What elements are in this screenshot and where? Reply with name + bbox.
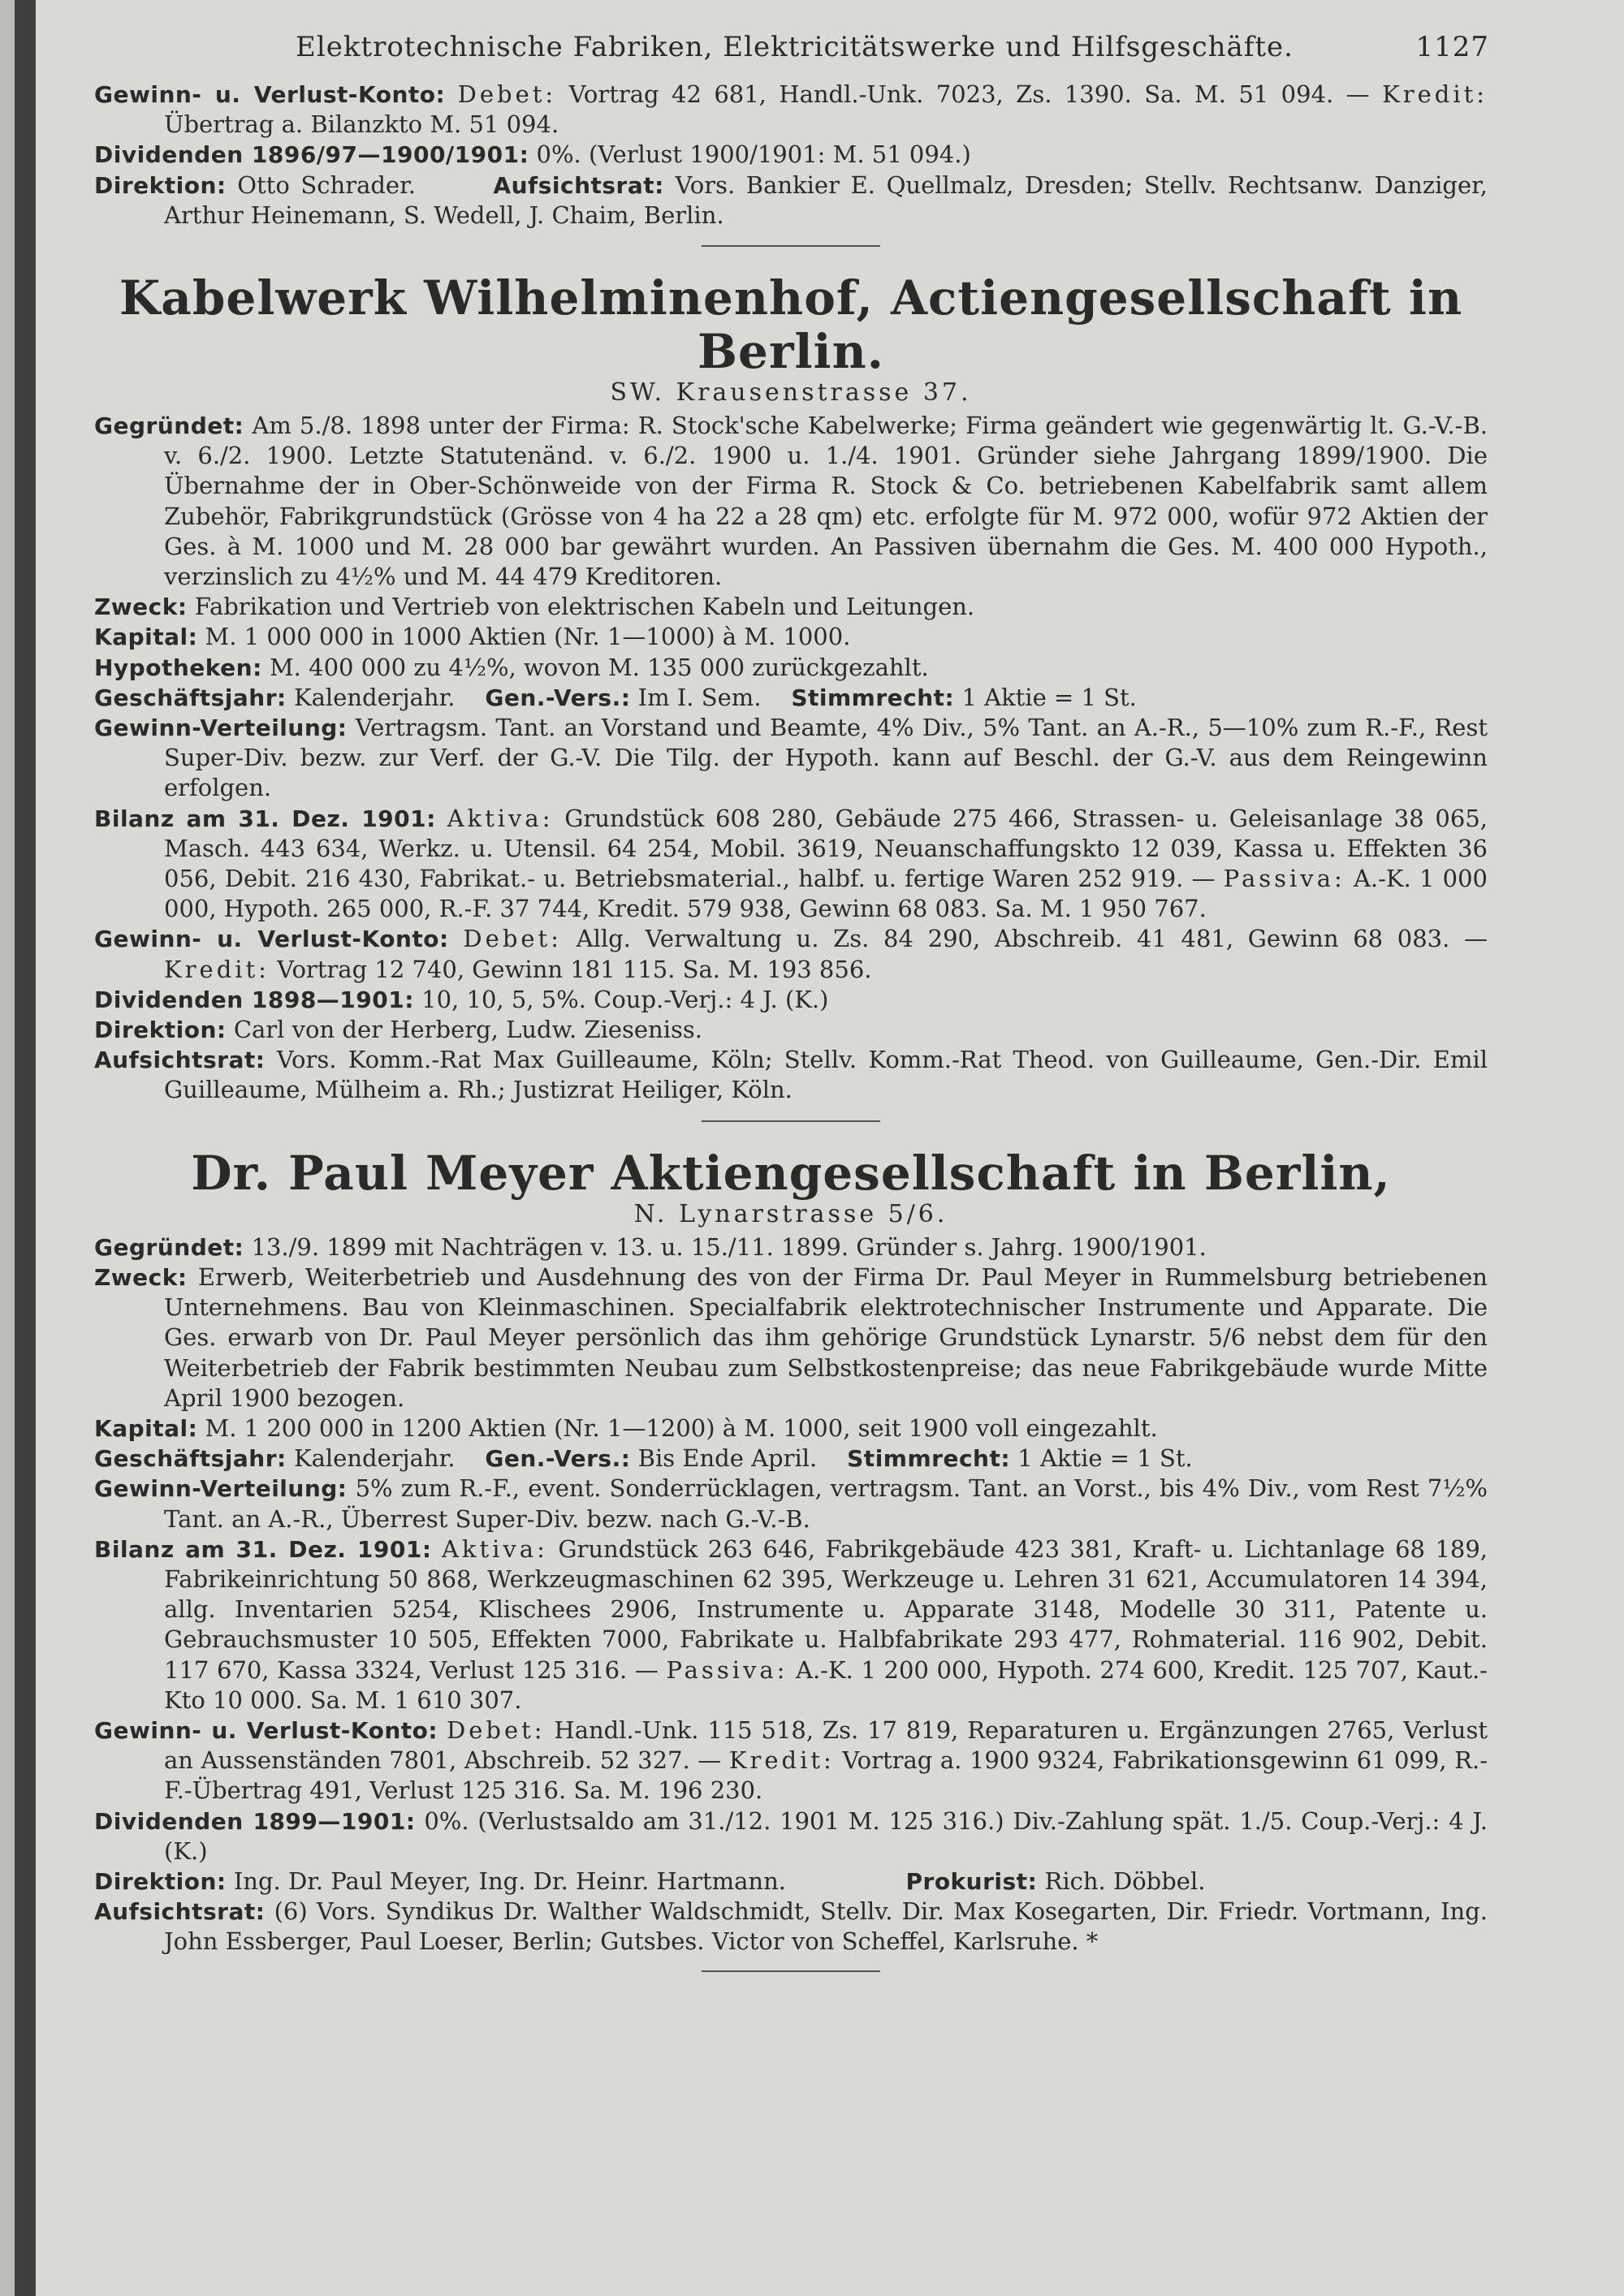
founded-paragraph: Gegründet: 13./9. 1899 mit Nachträgen v. 13. u. 15./11. 1899. Gründer s. Jahrg. 1900/1901. [94,1232,1207,1261]
aufsichtsrat-label: Aufsichtsrat: [493,171,664,199]
guv-paragraph: Gewinn- u. Verlust-Konto: Debet: Handl.-Unk. 115 518, Zs. 17 819, Reparaturen u. Ergänzungen 2765, Verlust an Aussenständen 7801, Abschreib. 52 327. — Kredit: Vortrag a. 1900 9324, Fabrikationsgewinn 61 099, R.-F.-Übertrag 491, Verlust 125 316. Sa. M. 196 230. [94,1716,1488,1805]
section-divider [702,245,880,247]
dividends-paragraph: Dividenden 1898—1901: 10, 10, 5, 5%. Coup.-Verj.: 4 J. (K.) [94,985,829,1013]
meyer-entry [94,1232,1488,1957]
balance-sheet-paragraph: Bilanz am 31. Dez. 1901: Aktiva: Grundstück 263 646, Fabrikgebäude 423 381, Kraft- u. Lichtanlage 68 189, Fabrikeinrichtung 50 868, Werkzeugmaschinen 62 395, Werkzeuge u. Lehren 31 621, Accumulatoren 14 394, allg. Inventarien 5254, Klischees 2906, Instrumente u. Apparate 3148, Modelle 30 311, Patente u. Gebrauchsmuster 10 505, Effekten 7000, Fabrikate u. Halbfabrikate 293 477, Rohmaterial. 116 902, Debit. 117 670, Kassa 3324, Verlust 125 316. — Passiva: A.-K. 1 200 000, Hypoth. 274 600, Kredit. 125 707, Kaut.-Kto 10 000. Sa. M. 1 610 307. [94,1534,1488,1714]
section-divider [702,1970,880,1972]
page-content [94,28,1488,1988]
dividends-label: Dividenden 1896/97—1900/1901: [94,141,529,169]
aufsichtsrat-paragraph: Aufsichtsrat: Vors. Komm.-Rat Max Guilleaume, Köln; Stellv. Komm.-Rat Theod. von Guilleaume, Gen.-Dir. Emil Guilleaume, Mülheim a. Rh.; Justizrat Heiliger, Köln. [94,1046,1488,1104]
book-spine-border [15,0,36,2296]
profit-distribution-paragraph: Gewinn-Verteilung: 5% zum R.-F., event. Sonderrücklagen, vertragsm. Tant. an Vorst., bis 4% Div., vom Rest 7½% Tant. an A.-R., Überrest Super-Div. bezw. nach G.-V.-B. [94,1474,1488,1533]
company-title-kabelwerk: Kabelwerk Wilhelminenhof, Actiengesellschaft in Berlin. [119,270,1463,380]
guv-label: Gewinn- u. Verlust-Konto: [94,81,446,108]
guv-paragraph: Gewinn- u. Verlust-Konto: Debet: Allg. Verwaltung u. Zs. 84 290, Abschreib. 41 481, Gewinn 68 083. — Kredit: Vortrag 12 740, Gewinn 181 115. Sa. M. 193 856. [94,925,1488,983]
founded-paragraph: Gegründet: Am 5./8. 1898 unter der Firma: R. Stock'sche Kabelwerke; Firma geändert wie gegenwärtig lt. G.-V.-B. v. 6./2. 1900. Letzte Statutenänd. v. 6./2. 1900 u. 1./4. 1901. Gründer siehe Jahrgang 1899/1900. Die Übernahme der in Ober-Schönweide von der Firma R. Stock & Co. betriebenen Kabelfabrik samt allem Zubehör, Fabrikgrundstück (Grösse von 4 ha 22 a 28 qm) etc. erfolgte für M. 972 000, wofür 972 Aktien der Ges. à M. 1000 und M. 28 000 bar gewährt wurden. An Passiven übernahm die Ges. M. 400 000 Hypoth., verzinslich zu 4½% und M. 44 479 Kreditoren. [94,412,1488,591]
guv-paragraph: Gewinn- u. Verlust-Konto: Debet: Vortrag 42 681, Handl.-Unk. 7023, Zs. 1390. Sa. M. 51 094. — Kredit: Übertrag a. Bilanzkto M. 51 094. [94,80,1488,139]
purpose-paragraph: Zweck: Fabrikation und Vertrieb von elektrischen Kabeln und Leitungen. [94,593,975,621]
aufsichtsrat-paragraph: Aufsichtsrat: (6) Vors. Syndikus Dr. Walther Waldschmidt, Stellv. Dir. Max Kosegarten, Dir. Friedr. Vortmann, Ing. John Essberger, Paul Loeser, Berlin; Gutsbes. Victor von Scheffel, Karlsruhe. * [94,1897,1488,1956]
company-address-kabelwerk: SW. Krausenstrasse 37. [610,378,972,408]
capital-paragraph: Kapital: M. 1 000 000 in 1000 Aktien (Nr. 1—1000) à M. 1000. [94,623,851,651]
dividends-paragraph: Dividenden 1899—1901: 0%. (Verlustsaldo am 31./12. 1901 M. 125 316.) Div.-Zahlung spät. 1./5. Coup.-Verj.: 4 J. (K.) [94,1806,1488,1865]
running-header [94,28,1488,80]
company-title-meyer: Dr. Paul Meyer Aktiengesellschaft in Berlin, [191,1145,1391,1201]
capital-paragraph: Kapital: M. 1 200 000 in 1200 Aktien (Nr. 1—1200) à M. 1000, seit 1900 voll eingezahlt. [94,1413,1158,1442]
kabelwerk-entry [94,411,1488,1106]
profit-distribution-paragraph: Gewinn-Verteilung: Vertragsm. Tant. an Vorstand und Beamte, 4% Div., 5% Tant. an A.-R., 5—10% zum R.-F., Rest Super-Div. bezw. zur Verf. der G.-V. Die Tilg. der Hypoth. kann auf Beschl. der G.-V. aus dem Reingewinn erfolgen. [94,714,1488,802]
balance-sheet-paragraph: Bilanz am 31. Dez. 1901: Aktiva: Grundstück 608 280, Gebäude 275 466, Strassen- u. Geleisanlage 38 065, Masch. 443 634, Werkz. u. Utensil. 64 254, Mobil. 3619, Neuanschaffungskto 12 039, Kassa u. Effekten 36 056, Debit. 216 430, Fabrikat.- u. Betriebsmaterial., halbf. u. fertige Waren 252 919. — Passiva: A.-K. 1 000 000, Hypoth. 265 000, R.-F. 37 744, Kredit. 579 938, Gewinn 68 083. Sa. M. 1 950 767. [94,804,1488,923]
direktion-label: Direktion: [94,171,227,199]
direktion-paragraph: Direktion: Carl von der Herberg, Ludw. Zieseniss. [94,1016,702,1044]
fiscal-year-paragraph: Geschäftsjahr: Kalenderjahr. Gen.-Vers.: Im I. Sem. Stimmrecht: 1 Aktie = 1 St. [94,683,1137,711]
page-edge-shadow [0,0,15,2296]
previous-company-entry [94,80,1488,231]
company-address-meyer: N. Lynarstrasse 5/6. [633,1199,948,1228]
purpose-paragraph: Zweck: Erwerb, Weiterbetrieb und Ausdehnung des von der Firma Dr. Paul Meyer in Rummelsburg betriebenen Unternehmens. Bau von Kleinmaschinen. Specialfabrik elektrotechnischer Instrumente und Apparate. Die Ges. erwarb von Dr. Paul Meyer persönlich das ihm gehörige Grundstück Lynarstr. 5/6 nebst dem für den Weiterbetrieb der Fabrik bestimmten Neubau zum Selbstkostenpreise; das neue Fabrikgebäude wurde Mitte April 1900 bezogen. [94,1262,1488,1412]
board-paragraph: Direktion: Otto Schrader. Aufsichtsrat: Vors. Bankier E. Quellmalz, Dresden; Stellv. Rechtsanw. Danziger, Arthur Heinemann, S. Wedell, J. Chaim, Berlin. [94,170,1488,229]
direktion-paragraph: Direktion: Ing. Dr. Paul Meyer, Ing. Dr. Heinr. Hartmann. Prokurist: Rich. Döbbel. [94,1867,1206,1895]
section-divider [702,1120,880,1122]
page-number: 1127 [1415,31,1489,63]
fiscal-year-paragraph: Geschäftsjahr: Kalenderjahr. Gen.-Vers.: Bis Ende April. Stimmrecht: 1 Aktie = 1 St. [94,1444,1193,1473]
dividends-paragraph: Dividenden 1896/97—1900/1901: 0%. (Verlust 1900/1901: M. 51 094.) [94,140,971,169]
mortgages-paragraph: Hypotheken: M. 400 000 zu 4½%, wovon M. 135 000 zurückgezahlt. [94,653,929,681]
running-title: Elektrotechnische Fabriken, Elektricitätswerke und Hilfsgeschäfte. [296,31,1294,63]
prokurist-label: Prokurist: [905,1867,1038,1895]
